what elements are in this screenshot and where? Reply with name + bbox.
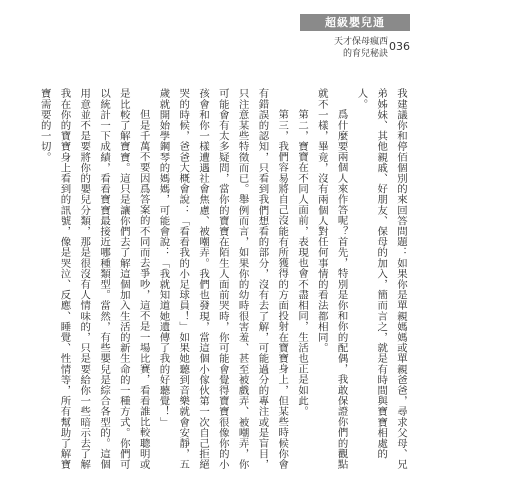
book-subtitle-line1: 天才保母瘋西: [333, 37, 388, 47]
body-text: [38, 88, 410, 476]
book-subtitle: [298, 36, 388, 60]
paragraph-3: 第二，寶寶在不同人面前，表現也會不盡相同，生活也正是如此。: [296, 108, 309, 417]
paragraph-4: 第三，我們容易將自己沒能有所獲得的方面投射在寶寶身上，但某些時候你會有錯誤的認知，只看到我們想看的部分，沒有去了解，可能過分的專注或是盲目，只注意某些特徵而已。舉例而言，如果你的幼時很害羞、甚至被戲弄、被嘲弄，你可能會有太多疑問，當你的寶寶在陌生人面前哭時，你可能會覺得寶寶很像你的小孩會和你一樣遭遇社會焦慮、被嘲弄。我們也發現，當這個小傢伙第一次自己拒絕哭的時候，爸爸大概會說：「看看我的小足球員！」如果她聽到音樂就會安靜，五歲就開始學鋼琴的媽媽，可能會說：「我就知道她遺傳了我的好聽覺！」: [157, 88, 289, 470]
paragraph-5: 但是千萬不要因爲答案的不同而去爭吵，這不是一場比賽，看看誰比較聰明或是比較了解寶寶。這只是讓你們去了解這個加入生活的新生命的一種方式。你們可以統計一下成績，看看寶寶最接近哪種類型。當然，有些嬰兒是綜合各型的。這個用意並不是要將你的嬰兒分類，那是很沒有人情味的，只是要給你一些暗示去了解我在你的寶寶身上看到的訊號，像是哭泣、反應、睡覺、性情等，所有幫助了解寶寶需要的一切。: [38, 88, 150, 470]
page-number: 036: [389, 40, 410, 53]
running-header: [300, 14, 410, 64]
book-subtitle-line2: 的育兒秘訣: [342, 49, 388, 59]
series-title-banner: 超級嬰兒通: [300, 14, 410, 31]
paragraph-2: 爲什麼要兩個人來作答呢？首先，特別是你和你的配偶，我敢保證你們的觀點就不一樣，畢竟，沒有兩個人對任何事情的看法都相同。: [315, 88, 348, 470]
paragraph-1: 我建議你和停佰個別的來回答問題：如果你是單親媽媽或單親爸爸，尋求父母、兄弟姊妹、其他親戚、好朋友、保母的加入，簡而言之，就是有時間與寶寶相處的人。: [355, 88, 407, 470]
